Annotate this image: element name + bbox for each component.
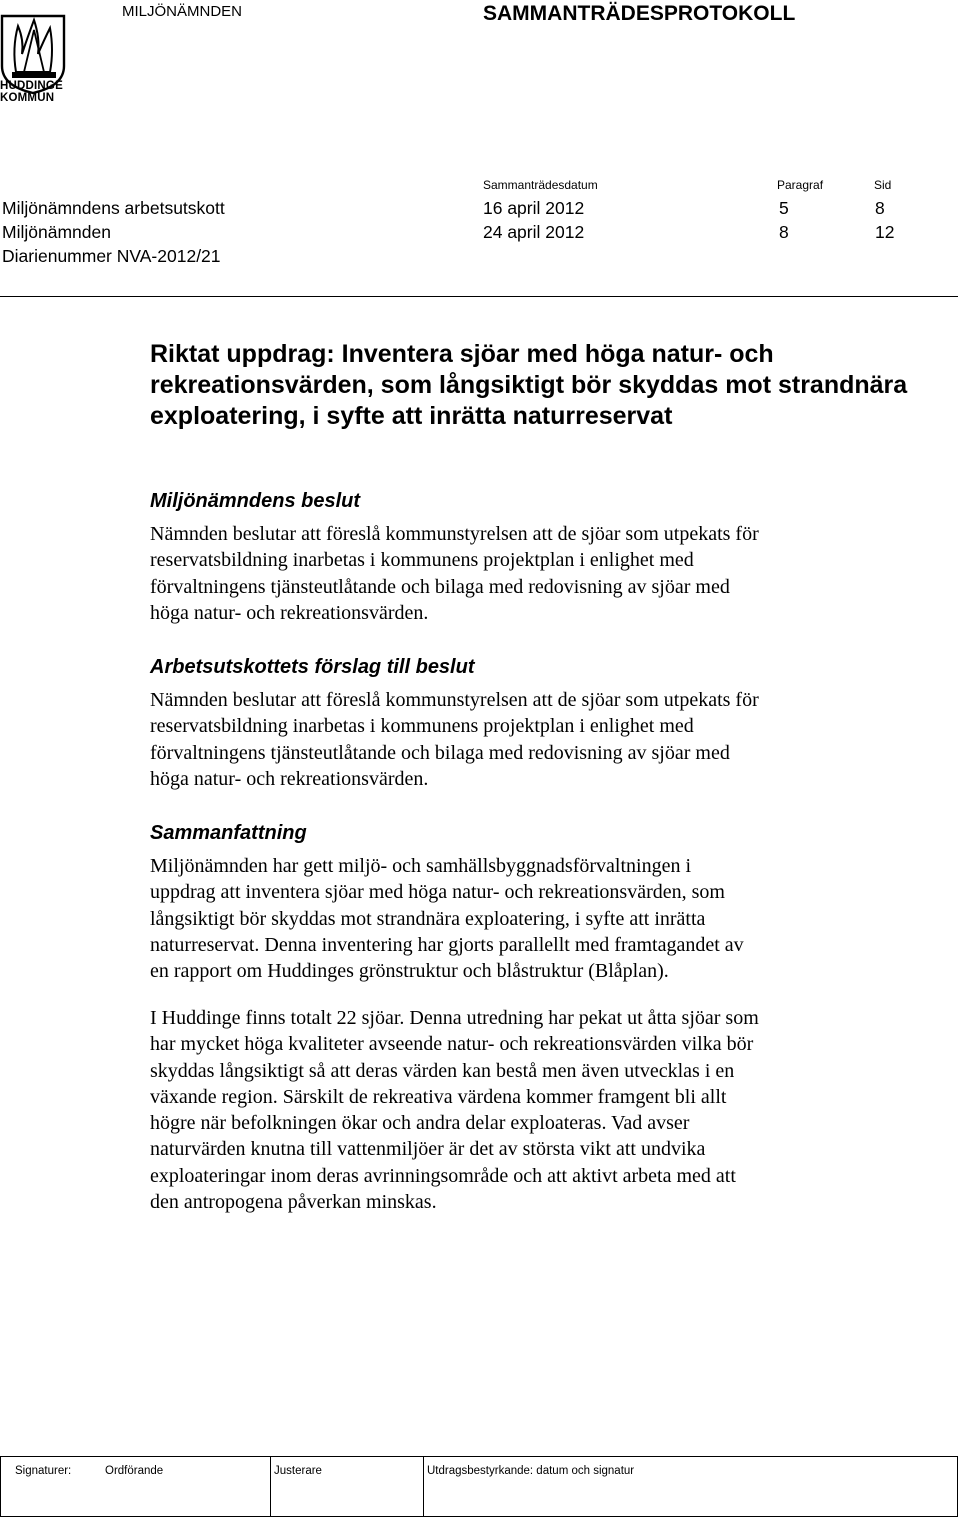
meta-paragraph: 8 — [779, 222, 789, 242]
section-heading: Arbetsutskottets förslag till beslut — [150, 656, 475, 678]
signature-box — [0, 1456, 958, 1517]
section-heading: Sammanfattning — [150, 822, 307, 844]
logo-text: HUDDINGE KOMMUN — [0, 80, 63, 104]
meta-row — [0, 246, 960, 270]
meta-header-paragraph: Paragraf — [777, 178, 824, 192]
meta-date: 24 april 2012 — [483, 222, 585, 242]
header-divider — [0, 296, 958, 297]
meta-paragraph: 5 — [779, 198, 789, 218]
section-paragraph: Miljönämnden har gett miljö- och samhällsbyggnadsförvaltningen i uppdrag att inventera sjöar med höga natur- och rekreationsvärden, som långsiktigt bör skyddas mot strandnära exploatering, i syfte att inrätta naturreservat. Denna inventering har gjorts parallellt med framtagandet av en rapport om Huddinges grönstruktur och blåstruktur (Blåplan). — [150, 855, 744, 983]
meta-body: Miljönämnden — [2, 222, 111, 242]
adjuster-label: Justerare — [274, 1465, 322, 1477]
meta-row — [0, 198, 960, 222]
section-heading: Miljönämndens beslut — [150, 490, 361, 512]
document-type: SAMMANTRÄDESPROTOKOLL — [483, 2, 796, 25]
signatures-label: Signaturer: — [15, 1465, 72, 1477]
column-divider — [270, 1457, 271, 1516]
meta-row — [0, 222, 960, 246]
column-divider — [423, 1457, 424, 1516]
meta-page: 12 — [875, 222, 895, 242]
meta-header-date: Sammanträdesdatum — [483, 178, 598, 192]
meta-date: 16 april 2012 — [483, 198, 585, 218]
meta-page: 8 — [875, 198, 885, 218]
section-paragraph: I Huddinge finns totalt 22 sjöar. Denna utredning har pekat ut åtta sjöar som har mycket höga kvaliteter avseende natur- och rekreationsvärden vilka bör skyddas långsiktigt så att deras värden kan bestå men även utvecklas i en växande region. Särskilt de rekreativa värdena kommer framgent bli allt högre när befolkningen ökar och andra delar exploateras. Vad avser naturvärden knutna till vattenmiljöer är det av största vikt att undvika exploateringar inom deras avrinningsområde och att aktivt arbeta med att den antropogena påverkan minskas. — [150, 1007, 759, 1214]
document-title: Riktat uppdrag: Inventera sjöar med höga natur- och rekreationsvärden, som långsiktigt bör skyddas mot strandnära exploatering, i syfte att inrätta naturreservat — [150, 340, 908, 430]
meta-header-page: Sid — [874, 178, 892, 192]
meta-diary-number: Diarienummer NVA-2012/21 — [2, 246, 221, 266]
meta-body: Miljönämndens arbetsutskott — [2, 198, 225, 218]
section-paragraph: Nämnden beslutar att föreslå kommunstyrelsen att de sjöar som utpekats för reservatsbildning inarbetas i kommunens projektplan i enlighet med förvaltningens tjänsteutlåtande och bilaga med redovisning av sjöar med höga natur- och rekreationsvärden. — [150, 689, 759, 790]
chair-label: Ordförande — [105, 1465, 164, 1477]
section-paragraph: Nämnden beslutar att föreslå kommunstyrelsen att de sjöar som utpekats för reservatsbildning inarbetas i kommunens projektplan i enlighet med förvaltningens tjänsteutlåtande och bilaga med redovisning av sjöar med höga natur- och rekreationsvärden. — [150, 523, 759, 624]
extract-label: Utdragsbestyrkande: datum och signatur — [427, 1465, 635, 1477]
organization-name: MILJÖNÄMNDEN — [122, 3, 243, 20]
